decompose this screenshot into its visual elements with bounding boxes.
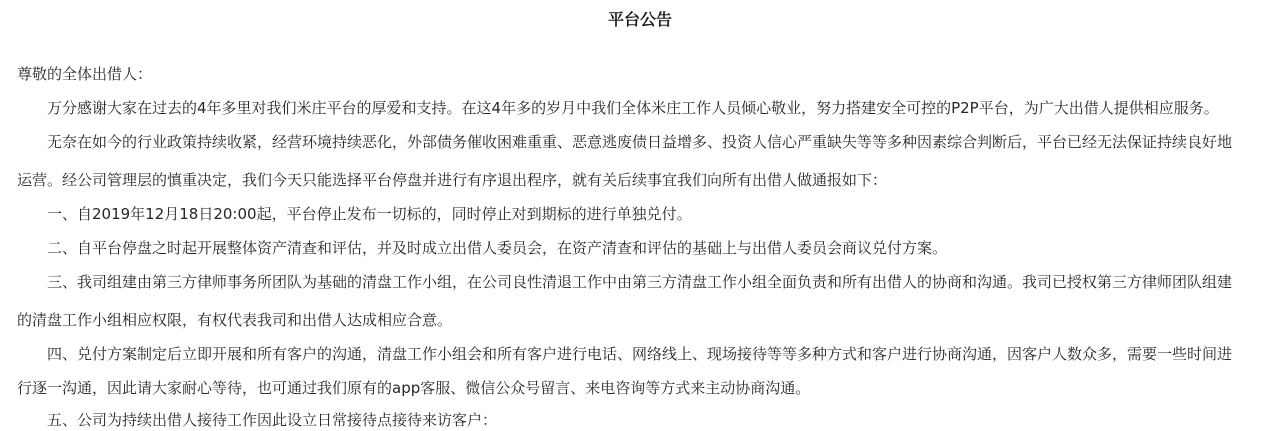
paragraph-line: 无奈在如今的行业政策持续收紧，经营环境持续恶化，外部债务催收困难重重、恶意逃废债日益增多、投资人信心严重缺失等等多种因素综合判断后，平台已经无法保证持续良好地 [47, 133, 1233, 151]
paragraph-line: 三、我司组建由第三方律师事务所团队为基础的清盘工作小组，在公司良性清退工作中由第三方清盘工作小组全面负责和所有出借人的协商和沟通。我司已授权第三方律师团队组建 [47, 273, 1233, 291]
paragraph-line: 万分感谢大家在过去的4年多里对我们米庄平台的厚爱和支持。在这4年多的岁月中我们全体米庄工作人员倾心敬业，努力搭建安全可控的P2P平台，为广大出借人提供相应服务。 [47, 99, 1219, 117]
page-title: 平台公告 [607, 10, 672, 29]
paragraph-line: 五、公司为持续出借人接待工作因此设立日常接待点接待来访客户： [47, 411, 498, 429]
paragraph-line: 二、自平台停盘之时起开展整体资产清查和评估，并及时成立出借人委员会，在资产清查和评估的基础上与出借人委员会商议兑付方案。 [47, 239, 948, 257]
paragraph-line: 运营。经公司管理层的慎重决定，我们今天只能选择平台停盘并进行有序退出程序，就有关后续事宜我们向所有出借人做通报如下： [17, 171, 888, 189]
greeting-line: 尊敬的全体出借人： [17, 65, 153, 83]
paragraph-line: 四、兑付方案制定后立即开展和所有客户的沟通，清盘工作小组会和所有客户进行电话、网络线上、现场接待等等多种方式和客户进行协商沟通，因客户人数众多，需要一些时间进 [47, 345, 1233, 363]
paragraph-line: 一、自2019年12月18日20:00起，平台停止发布一切标的，同时停止对到期标的进行单独兑付。 [47, 205, 692, 223]
paragraph-line: 的清盘工作小组相应权限，有权代表我司和出借人达成相应合意。 [17, 311, 453, 329]
paragraph-line: 行逐一沟通，因此请大家耐心等待，也可通过我们原有的app客服、微信公众号留言、来电咨询等方式来主动协商沟通。 [17, 379, 811, 397]
